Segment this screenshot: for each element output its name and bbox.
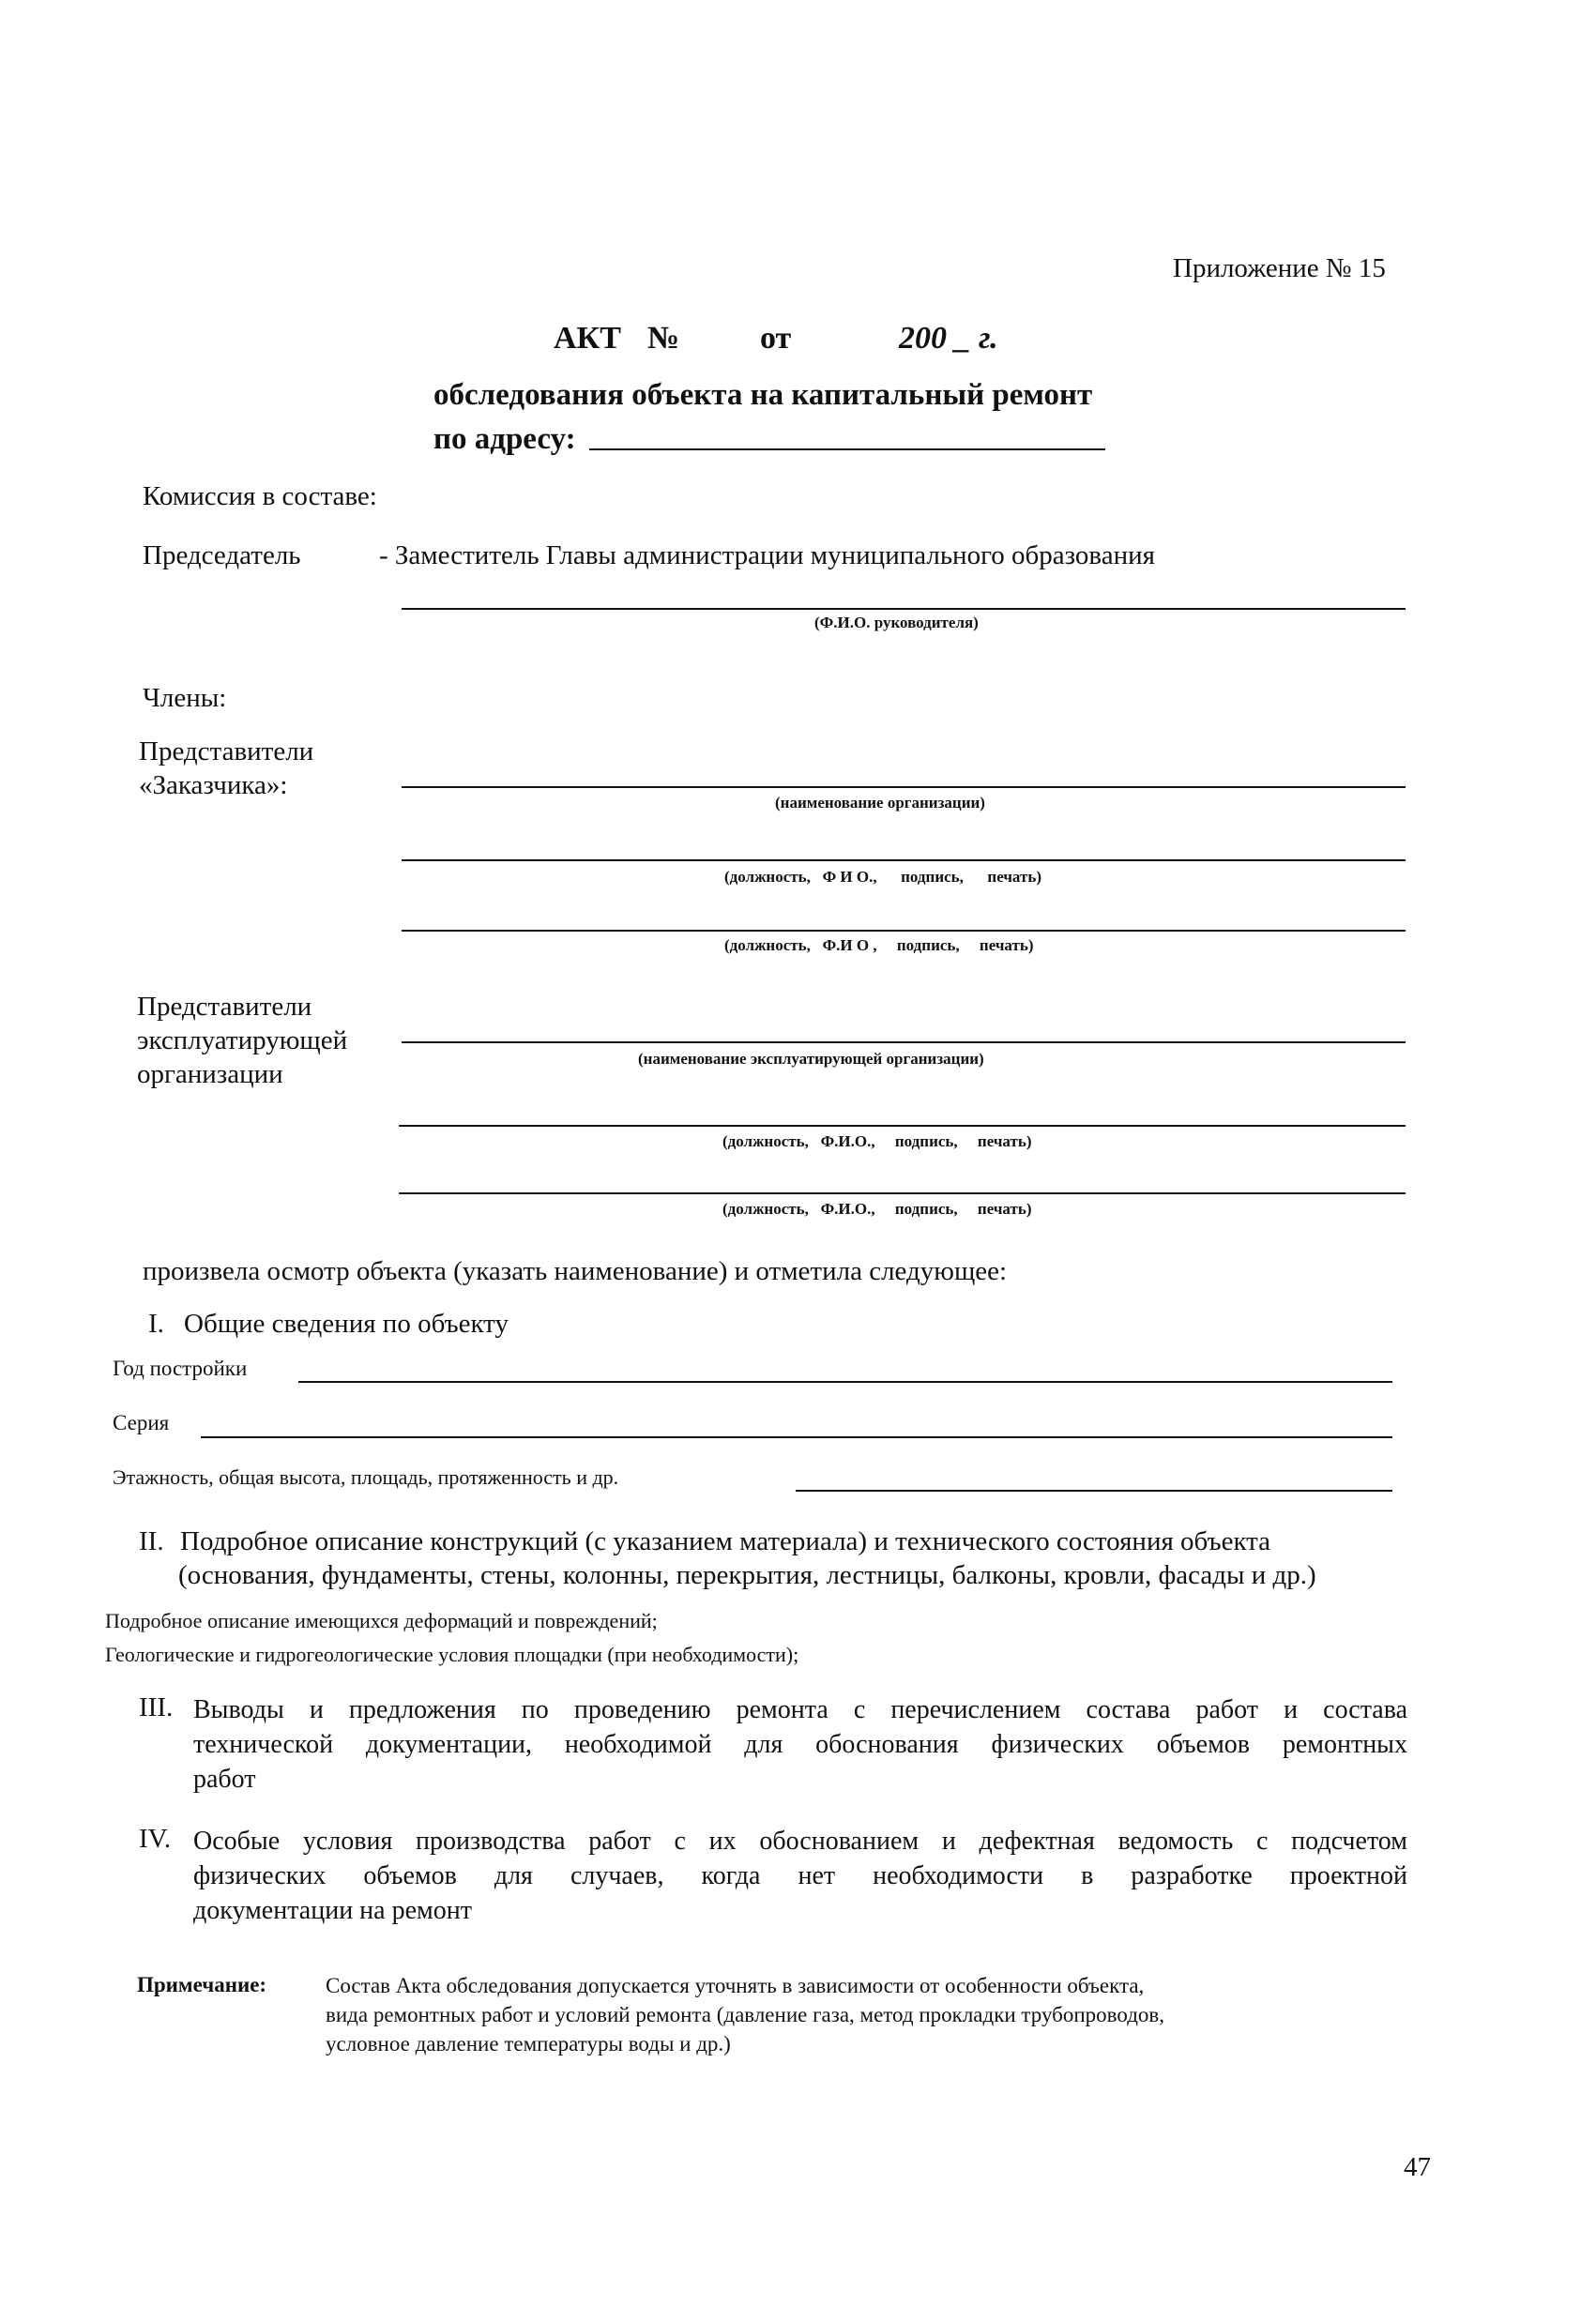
chairman-label: Председатель bbox=[143, 540, 301, 570]
section4-line3: документации на ремонт bbox=[193, 1896, 472, 1925]
operator-label-3: организации bbox=[137, 1059, 283, 1089]
year-built-label: Год постройки bbox=[113, 1357, 248, 1380]
act-label: АКТ bbox=[554, 321, 621, 356]
operator-person-line-1 bbox=[399, 1125, 1406, 1127]
operator-person-line-2 bbox=[399, 1192, 1406, 1194]
address-field-line bbox=[589, 448, 1105, 450]
customer-org-caption: (наименование организации) bbox=[775, 794, 985, 812]
customer-label-1: Представители bbox=[139, 736, 314, 766]
section4-number: IV. bbox=[139, 1824, 172, 1854]
members-label: Члены: bbox=[143, 683, 227, 713]
commission-intro: Комиссия в составе: bbox=[143, 481, 377, 511]
customer-org-line bbox=[402, 786, 1406, 788]
operator-org-line bbox=[402, 1041, 1406, 1043]
section4-line1: Особые условия производства работ с их обоснованием и дефектная ведомость с подсчетом bbox=[193, 1827, 1407, 1856]
year-built-line bbox=[298, 1381, 1392, 1383]
act-from-label: от bbox=[760, 321, 792, 356]
note-line3: условное давление температуры воды и др.) bbox=[326, 2032, 731, 2056]
note-line1: Состав Акта обследования допускается уточнять в зависимости от особенности объекта, bbox=[326, 1974, 1145, 1997]
section2-line2: (основания, фундаменты, стены, колонны, перекрытия, лестницы, балконы, кровли, фасады и др.) bbox=[178, 1560, 1316, 1590]
deformations-text: Подробное описание имеющихся деформаций и повреждений; bbox=[105, 1609, 658, 1632]
floors-label: Этажность, общая высота, площадь, протяженность и др. bbox=[113, 1465, 619, 1489]
customer-person-line-2 bbox=[402, 930, 1406, 932]
customer-person-caption-2: (должность, Ф.И О , подпись, печать) bbox=[724, 936, 1034, 954]
chairman-caption: (Ф.И.О. руководителя) bbox=[814, 614, 979, 631]
operator-label-2: эксплуатирующей bbox=[137, 1025, 348, 1055]
customer-label-2: «Заказчика»: bbox=[139, 770, 288, 800]
act-subtitle: обследования объекта на капитальный ремонт bbox=[433, 378, 1093, 412]
operator-person-caption-2: (должность, Ф.И.О., подпись, печать) bbox=[722, 1200, 1032, 1218]
section1-number: I. bbox=[148, 1309, 164, 1339]
geology-text: Геологические и гидрогеологические условия площадки (при необходимости); bbox=[105, 1643, 799, 1666]
operator-org-caption: (наименование эксплуатирующей организации) bbox=[638, 1050, 984, 1068]
note-line2: вида ремонтных работ и условий ремонта (давление газа, метод прокладки трубопроводов, bbox=[326, 2003, 1165, 2026]
operator-person-caption-1: (должность, Ф.И.О., подпись, печать) bbox=[722, 1132, 1032, 1150]
floors-line bbox=[796, 1490, 1392, 1492]
section1-title: Общие сведения по объекту bbox=[184, 1309, 509, 1339]
section4-line2: физических объемов для случаев, когда нет необходимости в разработке проектной bbox=[193, 1861, 1407, 1890]
section2-line1: Подробное описание конструкций (с указанием материала) и технического состояния объекта bbox=[180, 1526, 1271, 1556]
customer-person-line-1 bbox=[402, 859, 1406, 861]
operator-label-1: Представители bbox=[137, 992, 312, 1022]
inspection-intro: произвела осмотр объекта (указать наименование) и отметила следующее: bbox=[143, 1256, 1008, 1286]
act-number-sign: № bbox=[647, 321, 680, 356]
appendix-label: Приложение № 15 bbox=[1173, 253, 1386, 283]
series-line bbox=[201, 1436, 1392, 1438]
page-number: 47 bbox=[1404, 2152, 1431, 2182]
address-label: по адресу: bbox=[433, 422, 576, 456]
customer-person-caption-1: (должность, Ф И О., подпись, печать) bbox=[724, 868, 1041, 886]
section3-line3: работ bbox=[193, 1765, 256, 1794]
section3-number: III. bbox=[139, 1692, 174, 1722]
section2-number: II. bbox=[139, 1526, 164, 1556]
series-label: Серия bbox=[113, 1411, 170, 1434]
chairman-line bbox=[402, 608, 1406, 610]
chairman-text: - Заместитель Главы администрации муниципального образования bbox=[379, 540, 1155, 570]
note-label: Примечание: bbox=[137, 1973, 267, 1996]
act-year: 200 _ г. bbox=[899, 321, 998, 356]
section3-line1: Выводы и предложения по проведению ремонта с перечислением состава работ и состава bbox=[193, 1695, 1407, 1724]
section3-line2: технической документации, необходимой для обоснования физических объемов ремонтных bbox=[193, 1730, 1407, 1759]
